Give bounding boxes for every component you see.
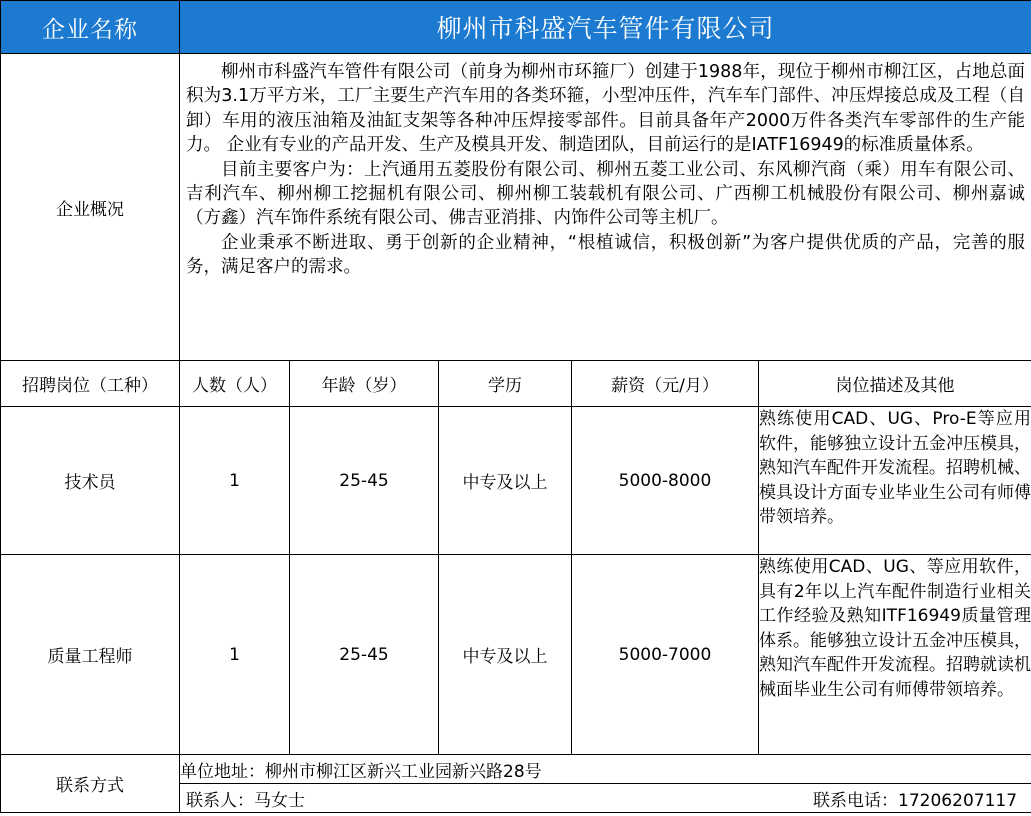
contact-label: 联系方式 [1, 755, 180, 813]
job-description: 熟练使用CAD、UG、等应用软件，具有2年以上汽车配件制造行业相关工作经验及熟知ITF16949质量管理体系。能够独立设计五金冲压模具，熟知汽车配件开发流程。招聘就读机械面毕业生公司有师傅带领培养。 [759, 555, 1031, 755]
col-header-salary: 薪资（元/月） [572, 361, 759, 407]
job-count: 1 [180, 407, 290, 555]
job-age: 25-45 [290, 407, 439, 555]
col-header-count: 人数（人） [180, 361, 290, 407]
overview-label: 企业概况 [1, 54, 180, 361]
job-count: 1 [180, 555, 290, 755]
contact-address: 单位地址：柳州市柳江区新兴工业园新兴路28号 [180, 755, 1031, 784]
job-position: 质量工程师 [1, 555, 180, 755]
col-header-description: 岗位描述及其他 [759, 361, 1031, 407]
company-name-label: 企业名称 [1, 1, 180, 54]
job-salary: 5000-8000 [572, 407, 759, 555]
header-row [1, 1, 1031, 54]
contact-row-address [1, 755, 1031, 784]
overview-row [1, 54, 1031, 361]
job-education: 中专及以上 [439, 407, 572, 555]
table-row [1, 555, 1031, 755]
contact-person: 联系人：马女士 [186, 790, 305, 811]
col-header-position: 招聘岗位（工种） [1, 361, 180, 407]
contact-phone: 联系电话：17206207117 [813, 790, 1018, 811]
col-header-age: 年龄（岁） [290, 361, 439, 407]
overview-paragraph-3: 企业秉承不断进取、勇于创新的企业精神，“根植诚信，积极创新”为客户提供优质的产品，完善的服务，满足客户的需求。 [186, 232, 1026, 278]
job-age: 25-45 [290, 555, 439, 755]
job-position: 技术员 [1, 407, 180, 555]
job-description: 熟练使用CAD、UG、Pro-E等应用软件，能够独立设计五金冲压模具，熟知汽车配件开发流程。招聘机械、模具设计方面专业毕业生公司有师傅带领培养。 [759, 407, 1031, 555]
column-header-row [1, 361, 1031, 407]
job-salary: 5000-7000 [572, 555, 759, 755]
contact-person-cell [180, 784, 1031, 813]
table-row [1, 407, 1031, 555]
company-name: 柳州市科盛汽车管件有限公司 [180, 1, 1031, 54]
col-header-education: 学历 [439, 361, 572, 407]
overview-cell [180, 54, 1031, 361]
overview-paragraph-1: 柳州市科盛汽车管件有限公司（前身为柳州市环箍厂）创建于1988年，现位于柳州市柳江区，占地总面积为3.1万平方米，工厂主要生产汽车用的各类环箍，小型冲压件，汽车车门部件、冲压焊接总成及工程（自卸）车用的液压油箱及油缸支架等各种冲压焊接零部件。目前具备年产2000万件各类汽车零部件的生产能力。 企业有专业的产品开发、生产及模具开发、制造团队，目前运行的是IATF16949的标准质量体系。 [186, 62, 1026, 156]
job-education: 中专及以上 [439, 555, 572, 755]
overview-paragraph-2: 目前主要客户为：上汽通用五菱股份有限公司、柳州五菱工业公司、东风柳汽商（乘）用车有限公司、吉利汽车、柳州柳工挖掘机有限公司、柳州柳工装载机有限公司、广西柳工机械股份有限公司、柳州嘉诚（方鑫）汽车饰件系统有限公司、佛吉亚消排、内饰件公司等主机厂。 [186, 159, 1026, 229]
